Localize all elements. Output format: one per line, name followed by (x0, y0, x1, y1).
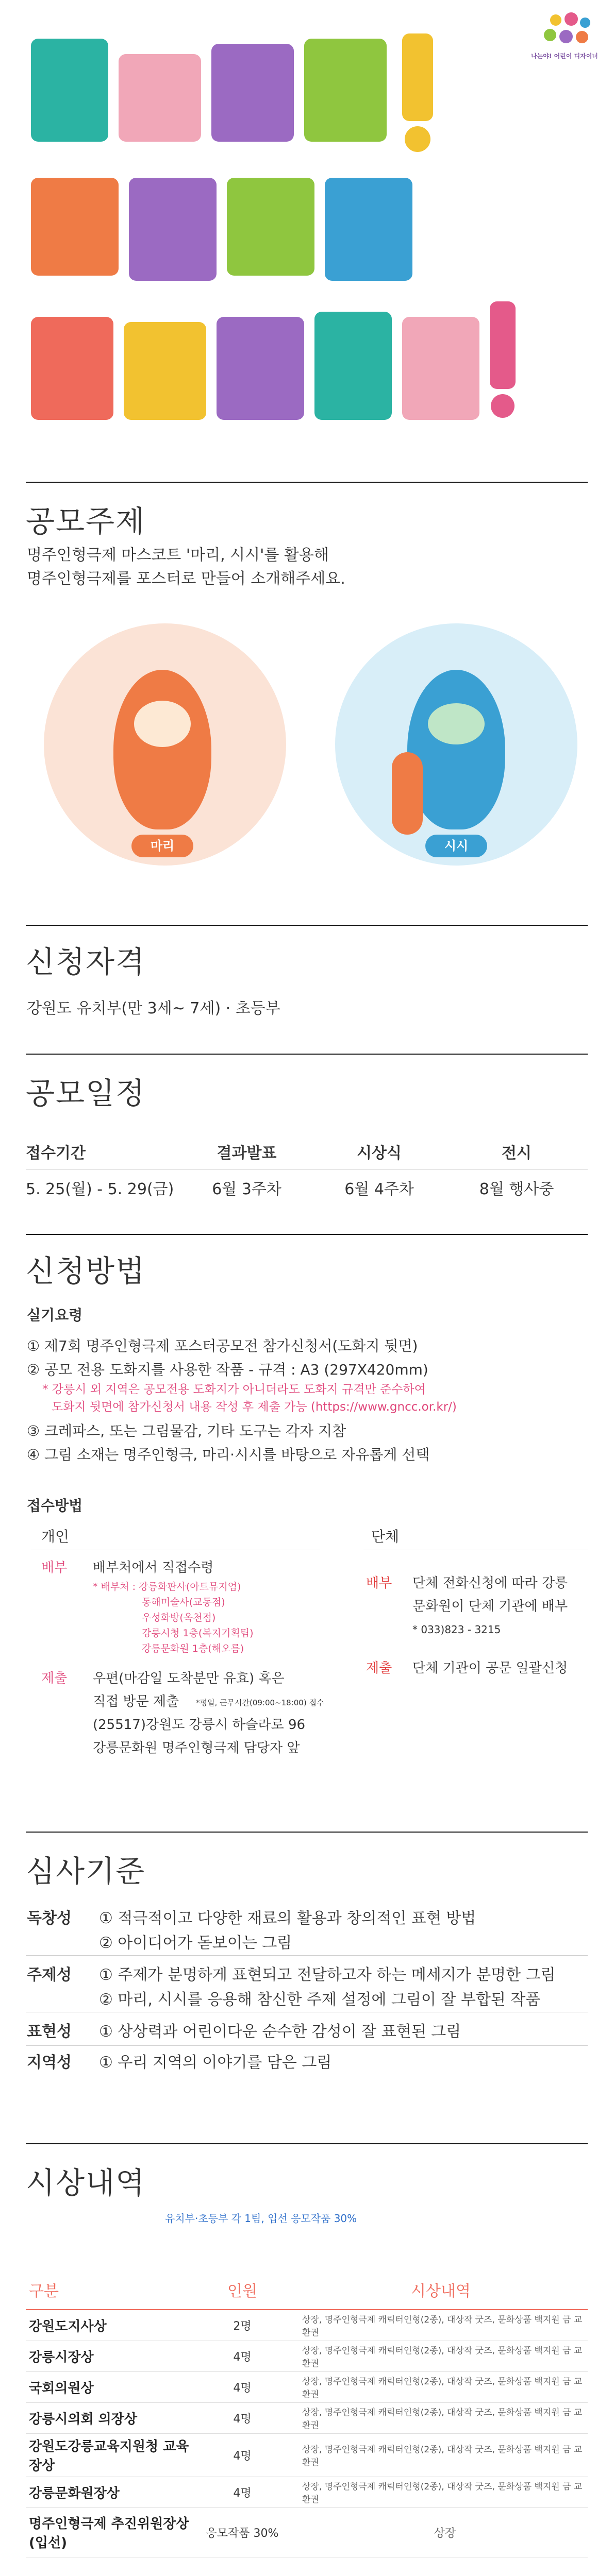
prize-name: 강릉문화원장상 (26, 2477, 191, 2507)
requirement-3: ③ 크레파스, 또는 그림물감, 기타 도구는 각자 지참 (27, 1422, 346, 1439)
prizes-table (26, 2269, 588, 2557)
hero-line-3 (26, 25, 28, 26)
theme-text-1: 명주인형극제 마스코트 '마리, 시시'를 활용해 (27, 546, 329, 564)
prize-name: 강원도지사상 (26, 2310, 191, 2341)
prize-name: 강릉시장상 (26, 2341, 191, 2371)
group-label: 단체 (371, 1528, 400, 1545)
table-row (26, 2433, 588, 2477)
prize-name: 국회의원상 (26, 2371, 191, 2402)
section-divider (26, 1054, 588, 1055)
prize-count: 4명 (191, 2433, 294, 2477)
criteria-divider (26, 1955, 588, 1956)
prize-name: 명주인형극제 추진위원장상(입선) (26, 2507, 191, 2557)
sisi-tag: 시시 (425, 835, 487, 857)
distribution-note-1: * 배부처 : 강릉화판사(아트뮤지엄) (93, 1581, 241, 1592)
festival-logo (528, 9, 601, 71)
prize-count: 2명 (191, 2310, 294, 2341)
group-dist-text-1: 단체 전화신청에 따라 강릉 (412, 1575, 568, 1591)
prizes-header-row (26, 2269, 588, 2310)
criteria-line: ② 아이디어가 돋보이는 그림 (99, 1934, 292, 1952)
criteria-line: ① 적극적이고 다양한 재료의 활용과 창의적인 표현 방법 (99, 1909, 476, 1927)
table-row (26, 2310, 588, 2341)
theme-title: 공모주제 (26, 504, 146, 539)
distribution-note-4: 강릉시청 1층(복지기획팀) (142, 1628, 254, 1639)
criteria-title: 심사기준 (26, 1854, 146, 1889)
prize-desc: 상장, 명주인형극제 캐릭터인형(2종), 대상작 굿즈, 문화상품 백지원 금 교환권 (294, 2341, 588, 2371)
prize-desc: 상장, 명주인형극제 캐릭터인형(2종), 대상작 굿즈, 문화상품 백지원 금 교환권 (294, 2433, 588, 2477)
prizes-header: 시상내역 (294, 2269, 588, 2310)
schedule-table (26, 1133, 588, 1206)
schedule-value-row (26, 1170, 588, 1206)
personal-submit-text-1: 우편(마감일 도착분만 유효) 혹은 (93, 1671, 285, 1686)
personal-submit-address-1: (25517)강원도 강릉시 하슬라로 96 (93, 1717, 306, 1733)
personal-submit-note: *평일, 근무시간(09:00~18:00) 접수 (196, 1698, 324, 1707)
criteria-key: 지역성 (27, 2054, 72, 2072)
theme-text-2: 명주인형극제를 포스터로 만들어 소개해주세요. (27, 570, 345, 588)
schedule-header: 전시 (502, 1144, 532, 1162)
distribution-note-3: 우성화방(옥천점) (142, 1612, 216, 1623)
table-row (26, 2402, 588, 2433)
section-divider (26, 2143, 588, 2144)
prize-name: 강릉시의회 의장상 (26, 2402, 191, 2433)
section-divider (26, 1234, 588, 1235)
prize-count: 4명 (191, 2371, 294, 2402)
logo-text: 나는야! 어린이 디자이너 (531, 53, 598, 60)
mari-character (113, 670, 211, 829)
prize-count: 4명 (191, 2477, 294, 2507)
group-dist-label: 배부 (366, 1575, 392, 1591)
criteria-key: 표현성 (27, 2023, 72, 2041)
schedule-header-row (26, 1133, 588, 1170)
personal-submit-address-2: 강릉문화원 명주인형극제 담당자 앞 (93, 1740, 300, 1756)
prize-count: 응모작품 30% (191, 2507, 294, 2557)
prize-desc: 상장, 명주인형극제 캐릭터인형(2종), 대상작 굿즈, 문화상품 백지원 금 교환권 (294, 2371, 588, 2402)
requirements-title: 실기요령 (27, 1307, 83, 1324)
personal-submit-text-2: 직접 방문 제출 (93, 1694, 179, 1709)
prize-desc: 상장, 명주인형극제 캐릭터인형(2종), 대상작 굿즈, 문화상품 백지원 금 교환권 (294, 2402, 588, 2433)
schedule-value: 6월 3주차 (180, 1170, 313, 1206)
table-row (26, 2477, 588, 2507)
table-row (26, 2341, 588, 2371)
group-phone: * 033)823 - 3215 (412, 1623, 501, 1636)
eligibility-text: 강원도 유치부(만 3세~ 7세) · 초등부 (27, 999, 280, 1018)
prizes-header: 구분 (26, 2269, 191, 2310)
table-row (26, 2507, 588, 2557)
criteria-line: ① 상상력과 어린이다운 순수한 감성이 잘 표현된 그림 (99, 2023, 461, 2041)
prize-count: 4명 (191, 2402, 294, 2433)
group-dist-text-2: 문화원이 단체 기관에 배부 (412, 1599, 568, 1614)
prize-desc: 상장 (294, 2507, 588, 2557)
section-divider (26, 925, 588, 926)
submit-method-title: 접수방법 (27, 1497, 83, 1514)
requirement-2: ② 공모 전용 도화지를 사용한 작품 - 규격 : A3 (297X420mm) (27, 1361, 428, 1378)
sisi-cape (392, 752, 423, 835)
table-row (26, 2371, 588, 2402)
prize-name: 강원도강릉교육지원청 교육장상 (26, 2433, 191, 2477)
criteria-line: ① 주제가 분명하게 표현되고 전달하고자 하는 메세지가 분명한 그림 (99, 1966, 556, 1984)
requirement-2-note-1: * 강릉시 외 지역은 공모전용 도화지가 아니더라도 도화지 규격만 준수하여 (42, 1383, 426, 1396)
personal-label: 개인 (41, 1528, 70, 1545)
requirement-4: ④ 그림 소재는 명주인형극, 마리·시시를 바탕으로 자유롭게 선택 (27, 1446, 430, 1463)
sisi-face (428, 703, 485, 744)
section-divider (26, 482, 588, 483)
requirement-1: ① 제7회 명주인형극제 포스터공모전 참가신청서(도화지 뒷면) (27, 1337, 418, 1354)
distribution-note-5: 강릉문화원 1층(해오름) (142, 1643, 244, 1654)
prize-desc: 상장, 명주인형극제 캐릭터인형(2종), 대상작 굿즈, 문화상품 백지원 금 교환권 (294, 2310, 588, 2341)
prizes-header: 인원 (191, 2269, 294, 2310)
method-title: 신청방법 (26, 1253, 146, 1289)
prizes-subtitle: 유치부·초등부 각 1팀, 입선 응모작품 30% (165, 2212, 357, 2225)
hero-title-graphic (26, 23, 516, 440)
eligibility-title: 신청자격 (26, 944, 146, 979)
criteria-divider (26, 2045, 588, 2046)
schedule-value: 6월 4주차 (313, 1170, 445, 1206)
criteria-key: 주제성 (27, 1966, 72, 1984)
group-submit-label: 제출 (366, 1660, 392, 1676)
hero-line-2 (26, 24, 27, 25)
schedule-header: 결과발표 (217, 1144, 277, 1162)
mari-face (134, 701, 191, 747)
prizes-title: 시상내역 (26, 2165, 146, 2200)
criteria-key: 독창성 (27, 1909, 72, 1927)
section-divider (26, 1832, 588, 1833)
hero-line-1 (26, 23, 27, 24)
criteria-line: ② 마리, 시시를 응용해 참신한 주제 설정에 그림이 잘 부합된 작품 (99, 1991, 541, 2009)
schedule-value: 8월 행사중 (445, 1170, 588, 1206)
requirement-2-note-2: 도화지 뒷면에 참가신청서 내용 작성 후 제출 가능 (https://www.gncc.or.kr/) (52, 1400, 457, 1414)
personal-dist-text: 배부처에서 직접수령 (93, 1560, 214, 1575)
criteria-line: ① 우리 지역의 이야기를 담은 그림 (99, 2054, 332, 2072)
schedule-title: 공모일정 (26, 1076, 146, 1111)
personal-dist-label: 배부 (41, 1560, 68, 1575)
personal-submit-label: 제출 (41, 1671, 68, 1686)
schedule-value: 5. 25(월) - 5. 29(금) (26, 1170, 180, 1206)
schedule-header: 시상식 (357, 1144, 402, 1162)
distribution-note-2: 동해미술사(교동점) (142, 1597, 225, 1608)
prize-desc: 상장, 명주인형극제 캐릭터인형(2종), 대상작 굿즈, 문화상품 백지원 금 교환권 (294, 2477, 588, 2507)
prize-count: 4명 (191, 2341, 294, 2371)
schedule-header: 접수기간 (26, 1144, 86, 1162)
mari-tag: 마리 (131, 835, 193, 857)
group-submit-text: 단체 기관이 공문 일괄신청 (412, 1660, 568, 1676)
